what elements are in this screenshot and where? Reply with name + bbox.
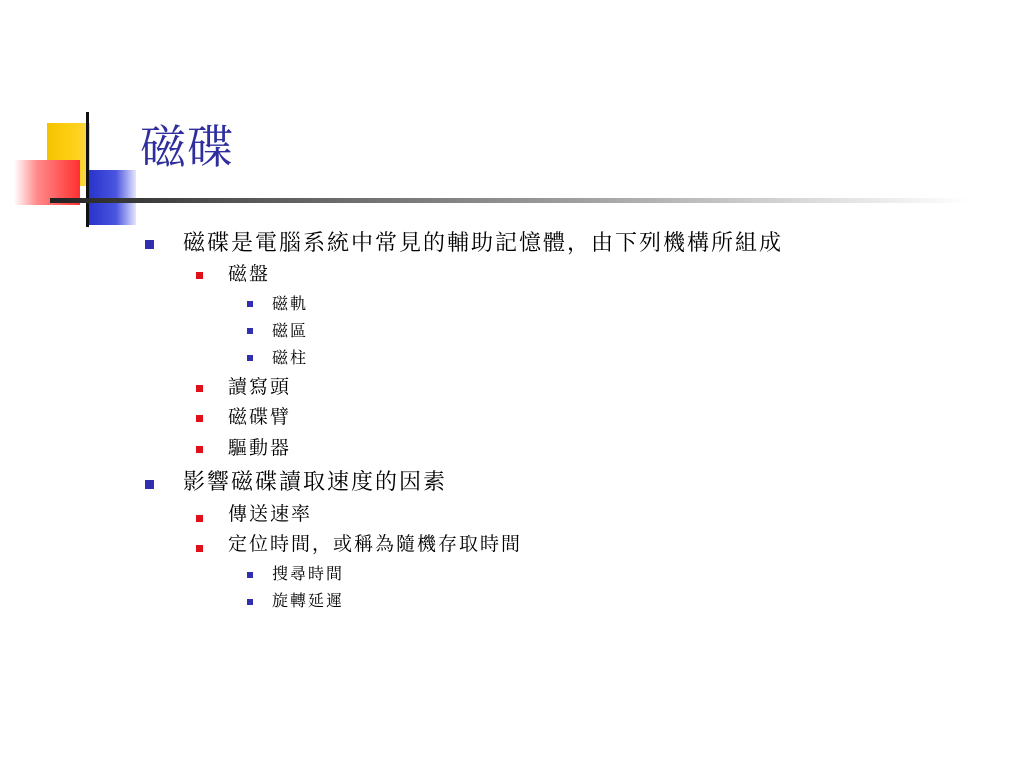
bullet-square-blue-icon bbox=[145, 480, 154, 489]
bullet-item-level3: 旋轉延遲 bbox=[272, 591, 345, 610]
bullet-item-level2: 驅動器 bbox=[228, 437, 292, 459]
bullet-item-level2: 傳送速率 bbox=[228, 503, 313, 525]
bullet-square-blue-small-icon bbox=[247, 572, 253, 578]
bullet-square-blue-small-icon bbox=[247, 328, 253, 334]
bullet-square-red-icon bbox=[196, 446, 203, 453]
bullet-item-level2: 磁盤 bbox=[228, 263, 271, 285]
bullet-item-level3: 搜尋時間 bbox=[272, 564, 345, 583]
bullet-item-level2: 定位時間，或稱為隨機存取時間 bbox=[228, 533, 523, 555]
bullet-item-level1: 磁碟是電腦系統中常見的輔助記憶體，由下列機構所組成 bbox=[183, 231, 784, 256]
bullet-square-blue-icon bbox=[145, 240, 154, 249]
bullet-item-level3: 磁區 bbox=[272, 321, 309, 340]
bullet-square-blue-small-icon bbox=[247, 599, 253, 605]
bullet-square-red-icon bbox=[196, 272, 203, 279]
bullet-square-blue-small-icon bbox=[247, 301, 253, 307]
bullet-item-level2: 磁碟臂 bbox=[228, 406, 292, 428]
slide-title: 磁碟 bbox=[140, 120, 234, 174]
bullet-item-level2: 讀寫頭 bbox=[228, 376, 292, 398]
bullet-square-red-icon bbox=[196, 415, 203, 422]
bullet-square-red-icon bbox=[196, 545, 203, 552]
bullet-item-level1: 影響磁碟讀取速度的因素 bbox=[183, 470, 448, 495]
bullet-square-red-icon bbox=[196, 385, 203, 392]
bullet-square-red-icon bbox=[196, 515, 203, 522]
bullet-square-blue-small-icon bbox=[247, 355, 253, 361]
bullet-item-level3: 磁軌 bbox=[272, 294, 309, 313]
bullet-item-level3: 磁柱 bbox=[272, 348, 309, 367]
